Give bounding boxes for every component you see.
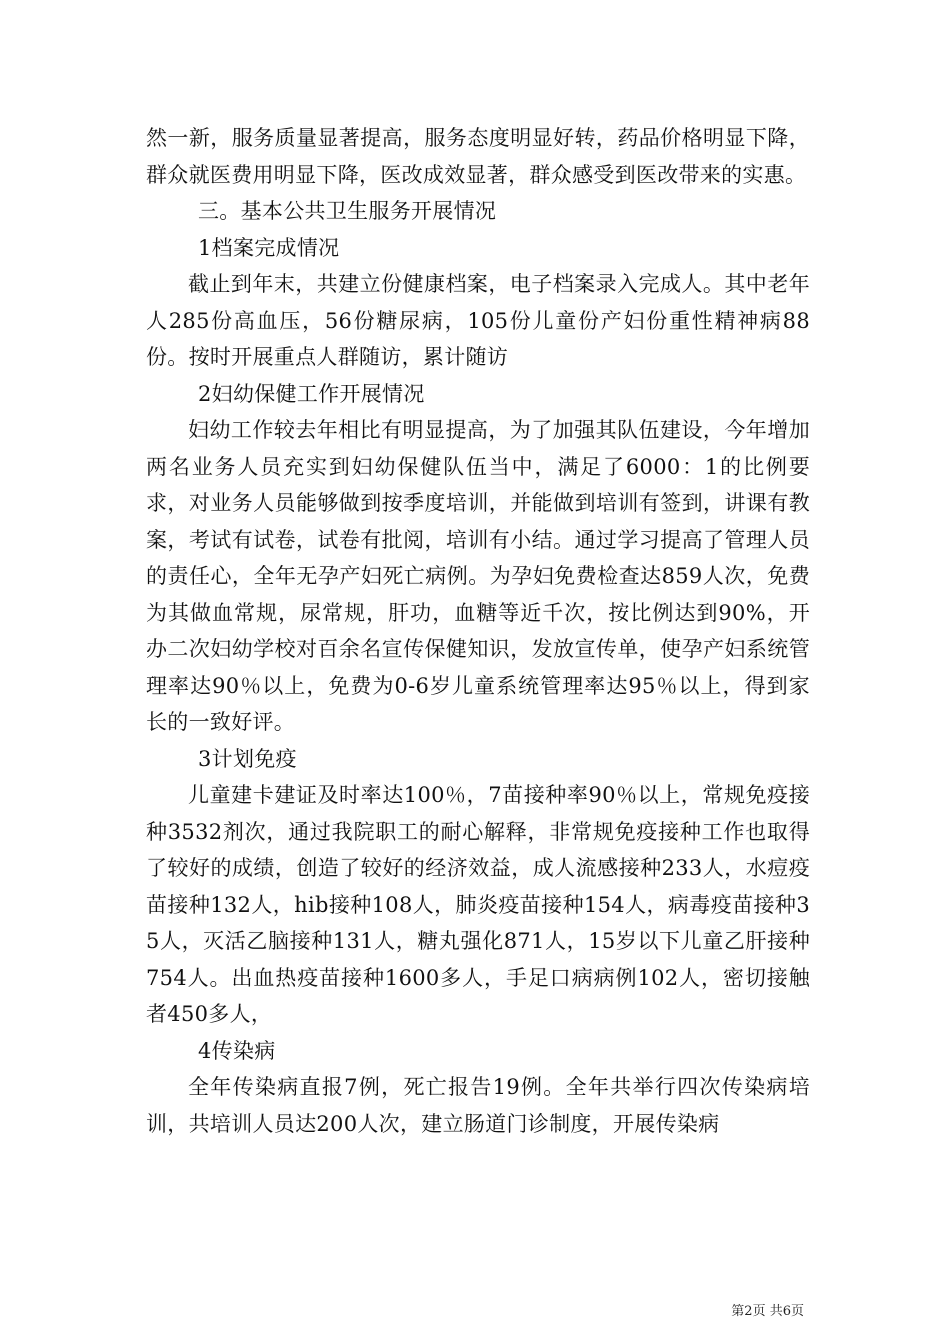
page-number xyxy=(731,1300,804,1319)
subheading-infectious-disease: 4传染病 xyxy=(198,1038,276,1063)
page-current: 2 xyxy=(744,1304,753,1319)
paragraph-maternal-child: 妇幼工作较去年相比有明显提高，为了加强其队伍建设，今年增加两名业务人员充实到妇幼保健队伍当中，满足了6000：1的比例要求，对业务人员能够做到按季度培训，并能做到培训有签到，讲课有教案，考试有试卷，试卷有批阅，培训有小结。通过学习提高了管理人员的责任心，全年无孕产妇死亡病例。为孕妇免费检查达859人次，免费为其做血常规，尿常规，肝功，血糖等近千次，按比例达到90%，开办二次妇幼学校对百余名宣传保健知识，发放宣传单，使孕产妇系统管理率达90％以上，免费为0-6岁儿童系统管理率达95％以上，得到家长的一致好评。 xyxy=(146,418,810,734)
page-middle: 页 共 xyxy=(752,1304,783,1319)
subheading-immunization: 3计划免疫 xyxy=(198,746,297,771)
page-prefix: 第 xyxy=(731,1304,745,1319)
paragraph-infectious-disease: 全年传染病直报7例，死亡报告19例。全年共举行四次传染病培训，共培训人员达200人次，建立肠道门诊制度，开展传染病 xyxy=(146,1075,810,1136)
paragraph-records: 截止到年末，共建立份健康档案，电子档案录入完成人。其中老年人285份高血压，56份糖尿病，105份儿童份产妇份重性精神病88份。按时开展重点人群随访，累计随访 xyxy=(146,272,810,369)
section-heading-public-health: 三。基本公共卫生服务开展情况 xyxy=(198,199,497,223)
page-total: 6 xyxy=(782,1304,791,1319)
paragraph-continuation: 然一新，服务质量显著提高，服务态度明显好转，药品价格明显下降，群众就医费用明显下降，医改成效显著，群众感受到医改带来的实惠。 xyxy=(146,126,810,187)
page-footer xyxy=(0,1300,950,1319)
subheading-records: 1档案完成情况 xyxy=(198,235,340,260)
subheading-maternal-child: 2妇幼保健工作开展情况 xyxy=(198,381,425,406)
paragraph-immunization: 儿童建卡建证及时率达100％，7苗接种率90％以上，常规免疫接种3532剂次，通过我院职工的耐心解释，非常规免疫接种工作也取得了较好的成绩，创造了较好的经济效益，成人流感接种233人，水痘疫苗接种132人，hib接种108人，肺炎疫苗接种154人，病毒疫苗接种35人，灭活乙脑接种131人，糖丸强化871人，15岁以下儿童乙肝接种754人。出血热疫苗接种1600多人，手足口病病例102人，密切接触者450多人， xyxy=(146,783,810,1026)
page-suffix: 页 xyxy=(790,1304,804,1319)
document-body xyxy=(146,120,810,1142)
